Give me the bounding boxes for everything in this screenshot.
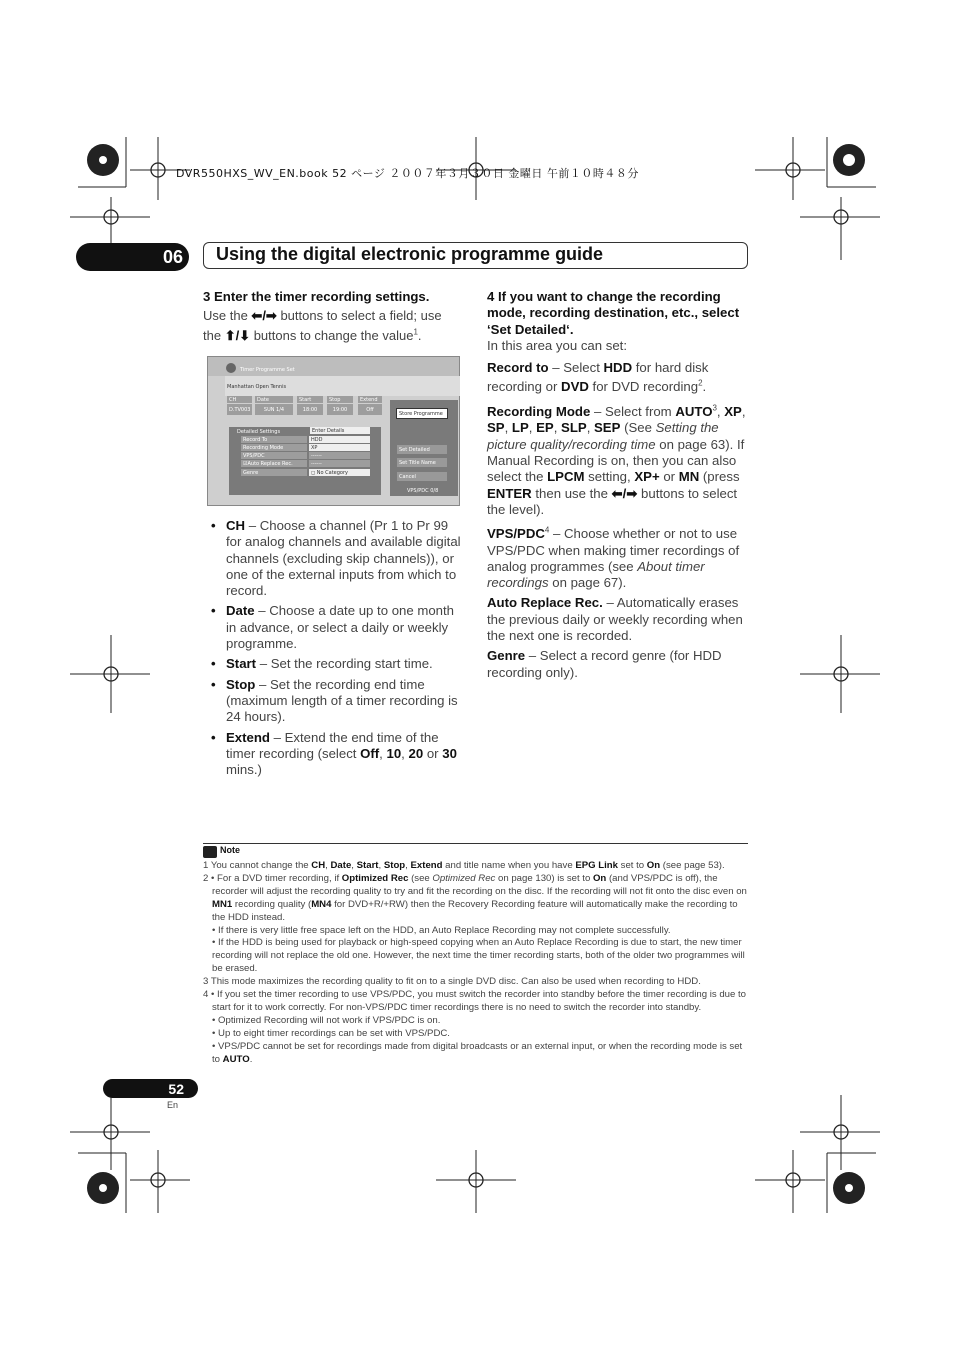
step-4-title: 4 If you want to change the recording mode, recording destination, etc., select ‘Set Detailed‘.: [487, 289, 740, 337]
row-genre-label: Genre: [241, 469, 307, 476]
left-right-arrows-icon: ⬅/➡: [611, 485, 638, 501]
col-extend: Extend: [358, 396, 382, 403]
recording-mode-desc: Recording Mode – Select from AUTO$^3$, XP, SP, LP, EP, SLP, SEP (See Setting the picture quality/recording time on page 63). If Manual Recording is on, then you can also select the LPCM setting, XP+ or MN (press ENTER then use the ⬅/➡ buttons to select the level).: [487, 403, 746, 517]
checkbox-icon: ☑: [243, 461, 248, 467]
screen-title: Timer Programme Set: [240, 367, 295, 373]
val-extend[interactable]: Off: [358, 404, 382, 415]
genre-icon: ◻: [311, 470, 317, 476]
page-language: En: [167, 1100, 179, 1110]
footnote-2b: • If there is very little free space left on the HDD, an Auto Replace Recording may not complete successfully.: [212, 924, 671, 936]
note-rule: [203, 843, 748, 844]
screen-programme-name: Manhattan Open Tennis: [227, 384, 287, 390]
left-right-arrows-icon: ⬅/➡: [251, 308, 277, 324]
cancel-button[interactable]: Cancel: [397, 472, 447, 481]
row-auto-replace-label: ☑Auto Replace Rec.: [241, 460, 307, 467]
genre-desc: Genre – Select a record genre (for HDD recording only).: [487, 648, 722, 680]
footnote-1: 1 You cannot change the CH, Date, Start, Stop, Extend and title name when you have EPG Link set to On (see page 53).: [203, 860, 725, 871]
chapter-number: 06: [162, 246, 183, 267]
col-stop: Stop: [327, 396, 353, 403]
step-3-title: 3 Enter the timer recording settings.: [203, 289, 430, 304]
step-4-intro: In this area you can set:: [487, 337, 628, 353]
detailed-settings-label: Detailed Settings: [237, 429, 281, 435]
row-recording-mode-label: Recording Mode: [241, 444, 307, 451]
row-vps-label: VPS/PDC: [241, 452, 307, 459]
val-stop[interactable]: 19:00: [327, 404, 353, 415]
page-number-pill: [103, 1079, 198, 1098]
vps-pdc-desc: VPS/PDC$^4$ – Choose whether or not to use VPS/PDC when making timer recordings of analog programmes (see About timer recordings on page 67).: [487, 525, 740, 591]
vps-count: VPS/PDC 0/8: [407, 488, 439, 494]
record-to-desc: Record to – Select HDD for hard disk recording or DVD for DVD recording$^2$.: [487, 360, 709, 395]
bullet-extend: • Extend – Extend the end time of the timer recording (select Off, 10, 20 or 30 mins.): [211, 730, 465, 779]
footnote-3: 3 This mode maximizes the recording quality to fit on to a single DVD disc. Can also be used when recording to HDD.: [203, 976, 701, 988]
right-column: [487, 289, 749, 681]
timer-programme-screen: [207, 356, 460, 506]
row-auto-replace-value[interactable]: ------: [309, 460, 370, 467]
note-pencil-icon: [203, 846, 217, 858]
left-column: [203, 289, 465, 346]
chapter-title: Using the digital electronic programme guide: [216, 244, 604, 264]
footnote-4d: • VPS/PDC cannot be set for recordings made from digital broadcasts or an external input, or when the recording mode is set to AUTO.: [212, 1040, 743, 1065]
footnote-2: 2 • For a DVD timer recording, if Optimized Rec (see Optimized Rec on page 130) is set to On (and VPS/PDC is off), the recorder will adjust the recording quality to try and fit the recording on the disc. If the recording will not fit onto the disc even on MN1 recording quality (MN4 for DVD+R/+RW) then the Recovery Recording feature will automatically make the recording to the HDD instead.: [203, 872, 747, 923]
note-label: Note: [220, 845, 240, 855]
val-date[interactable]: SUN 1/4: [255, 404, 293, 415]
footnote-4c: • Up to eight timer recordings can be set with VPS/PDC.: [212, 1027, 450, 1039]
footnote-2c: • If the HDD is being used for playback or high-speed copying when an Auto Replace Recording is due to start, the new timer recording will not replace the old one. However, the next time the timer recording starts, both of the older two programmes will be erased.: [212, 937, 745, 975]
footnote-4b: • Optimized Recording will not work if VPS/PDC is on.: [212, 1014, 441, 1026]
row-genre-value[interactable]: ◻ No Category: [309, 469, 370, 476]
col-ch: CH: [227, 396, 252, 403]
left-bullets: [211, 518, 465, 782]
val-ch[interactable]: D.TV003: [227, 404, 252, 415]
val-start[interactable]: 18:00: [297, 404, 323, 415]
chapter-number-pill: [76, 243, 189, 271]
enter-details-label: Enter Details: [310, 427, 370, 434]
row-vps-value[interactable]: ------: [309, 452, 370, 459]
col-start: Start: [297, 396, 323, 403]
footnotes: [203, 860, 748, 1067]
auto-replace-desc: Auto Replace Rec. – Automatically erases the previous daily or weekly recording when the next one is recorded.: [487, 595, 743, 644]
book-header-line: DVR550HXS_WV_EN.book 52 ページ ２００７年３月３０日 金曜日 午前１０時４８分: [176, 167, 639, 180]
col-date: Date: [255, 396, 293, 403]
step-3-instructions: Use the ⬅/➡ buttons to select a field; use the ⬆/⬇ buttons to change the value$^1$.: [203, 308, 442, 344]
bullet-ch: • CH – Choose a channel (Pr 1 to Pr 99 for analog channels and available digital channels (excluding skip channels)), or one of the external inputs from which to record.: [211, 518, 465, 599]
bullet-start: • Start – Set the recording start time.: [211, 656, 465, 672]
bullet-date: • Date – Choose a date up to one month in advance, or select a daily or weekly programme.: [211, 603, 465, 652]
row-recording-mode-value[interactable]: XP: [309, 444, 370, 451]
row-record-to-value[interactable]: HDD: [309, 436, 370, 443]
footnote-4: 4 • If you set the timer recording to use VPS/PDC, you must switch the recorder into standby before the timer recording is due to start for it to work correctly. For non-VPS/PDC timer recordings there is no need to switch the recorder into standby.: [203, 989, 746, 1013]
set-title-name-button[interactable]: Set Title Name: [397, 458, 447, 467]
set-detailed-button[interactable]: Set Detailed: [397, 445, 447, 454]
bullet-stop: • Stop – Set the recording end time (maximum length of a timer recording is 24 hours).: [211, 677, 465, 726]
up-down-arrows-icon: ⬆/⬇: [224, 328, 251, 344]
screen-clock-icon: [226, 363, 236, 373]
page-number: 52: [168, 1080, 184, 1097]
row-record-to-label: Record To: [241, 436, 307, 443]
store-programme-button[interactable]: Store Programme: [396, 408, 448, 419]
